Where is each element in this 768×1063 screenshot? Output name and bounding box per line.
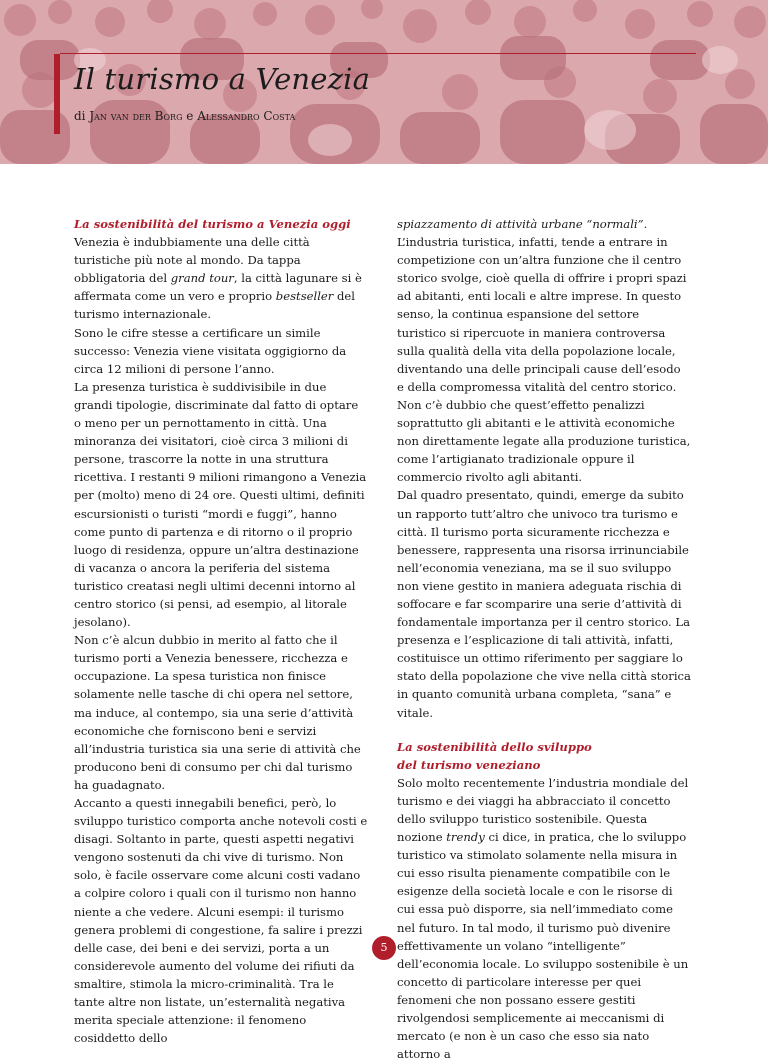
paragraph: Solo molto recentemente l’industria mondiale del turismo e dei viaggi ha abbracciato il concetto dello sviluppo turistico sostenibile. Questa nozione trendy ci dice, in pratica, che lo sviluppo turistico va stimolato solamente nella misura in cui esso risulta pienamente compatibile con le esigenze della società locale e con le risorse di cui essa può disporre, sia nell’immediato come nel futuro. In tal modo, il turismo può divenire effettivamente un volano “intelligente” dell’economia locale. Lo sviluppo sostenibile è un concetto di particolare interesse per quei fenomeni che non possano essere gestiti rivolgendosi semplicemente ai meccanismi di mercato (e non è un caso che esso sia nato attorno a (397, 775, 689, 1062)
paragraph: Non c’è alcun dubbio in merito al fatto che il turismo porti a Venezia benessere, ricchezza e occupazione. La spesa turistica non finisce solamente nelle tasche di chi opera nel settore, ma induce, al contempo, sia una serie d’attività economiche che forniscono beni e servizi all’industria turistica sia una serie di attività che producono beni di consumo per chi dal turismo ha guadagnato. (74, 633, 361, 792)
article-byline (74, 109, 295, 123)
author-2: Alessandro Costa (197, 109, 296, 123)
page-number-badge: 5 (372, 936, 396, 960)
paragraph: spiazzamento di attività urbane “normali”. L’industria turistica, infatti, tende a entrare in competizione con un’altra funzione che il centro storico svolge, cioè quella di offrire i propri spazi ad abitanti, enti locali e altre imprese. In questo senso, la continua espansione del settore turistico si ripercuote in maniera controversa sulla qualità della vita della popolazione locale, diventando una delle principali cause dell’esodo e della compromessa vitalità del centro storico. Non c’è dubbio che quest’effetto penalizzi soprattutto gli abitanti e le attività economiche non direttamente legate alla produzione turistica, come l’artigianato tradizionale oppure il commercio rivolto agli abitanti. (397, 217, 691, 485)
paragraph: Sono le cifre stesse a certificare un simile successo: Venezia viene visitata oggigiorno da circa 12 milioni di persone l’anno. (74, 325, 347, 376)
article-title: Il turismo a Venezia (74, 62, 371, 96)
title-accent-bar (54, 54, 60, 134)
byline-prefix: di (74, 109, 90, 123)
byline-connector: e (182, 109, 198, 123)
section-heading-1: La sostenibilità del turismo a Venezia oggi (74, 217, 351, 231)
paragraph: Accanto a questi innegabili benefici, però, lo sviluppo turistico comporta anche notevoli costi e disagi. Soltanto in parte, questi aspetti negativi vengono sostenuti da chi vive di turismo. Non solo, è facile osservare come alcuni costi vadano a colpire coloro i quali con il turismo non hanno niente a che vedere. Alcuni esempi: il turismo genera problemi di congestione, fa salire i prezzi delle case, dei beni e dei servizi, porta a un considerevole aumento del volume dei rifiuti da smaltire, stimola la micro-criminalità. Tra le tante altre non listate, un’esternalità negativa merita speciale attenzione: il fenomeno cosiddetto dello (74, 796, 368, 1046)
paragraph: Venezia è indubbiamente una delle città turistiche più note al mondo. Da tappa obbligatoria del grand tour, la città lagunare si è affermata come un vero e proprio bestseller del turismo internazionale. (74, 235, 362, 322)
title-rule-line (60, 53, 696, 54)
paragraph: La presenza turistica è suddivisibile in due grandi tipologie, discriminate dal fatto di optare o meno per un pernottamento in città. Una minoranza dei visitatori, cioè circa 3 milioni di persone, trascorre la notte in una struttura ricettiva. I restanti 9 milioni rimangono a Venezia per (molto) meno di 24 ore. Questi ultimi, definiti escursionisti o turisti “mordi e fuggi”, hanno come punto di partenza e di ritorno o il proprio luogo di residenza, oppure un’altra destinazione di vacanza o ancora la periferia del sistema turistico creatasi negli ultimi decenni intorno al centro storico (si pensi, ad esempio, al litorale jesolano). (74, 379, 367, 630)
section-heading-2: La sostenibilità dello sviluppo del turismo veneziano (397, 739, 592, 772)
right-column (397, 215, 691, 1063)
left-column (74, 215, 368, 1047)
paragraph: Dal quadro presentato, quindi, emerge da subito un rapporto tutt’altro che univoco tra turismo e città. Il turismo porta sicuramente ricchezza e benessere, rappresenta una risorsa irrinunciabile nell’economia veneziana, ma se il suo sviluppo non viene gestito in maniera adeguata rischia di soffocare e far scomparire una serie d’attività di fondamentale importanza per il centro storico. La presenza e l’esplicazione di tali attività, infatti, costituisce un ottimo riferimento per saggiare lo stato della popolazione che vive nella città storica in quanto comunità urbana completa, “sana” e vitale. (397, 488, 691, 720)
author-1: Jan van der Borg (89, 109, 183, 123)
